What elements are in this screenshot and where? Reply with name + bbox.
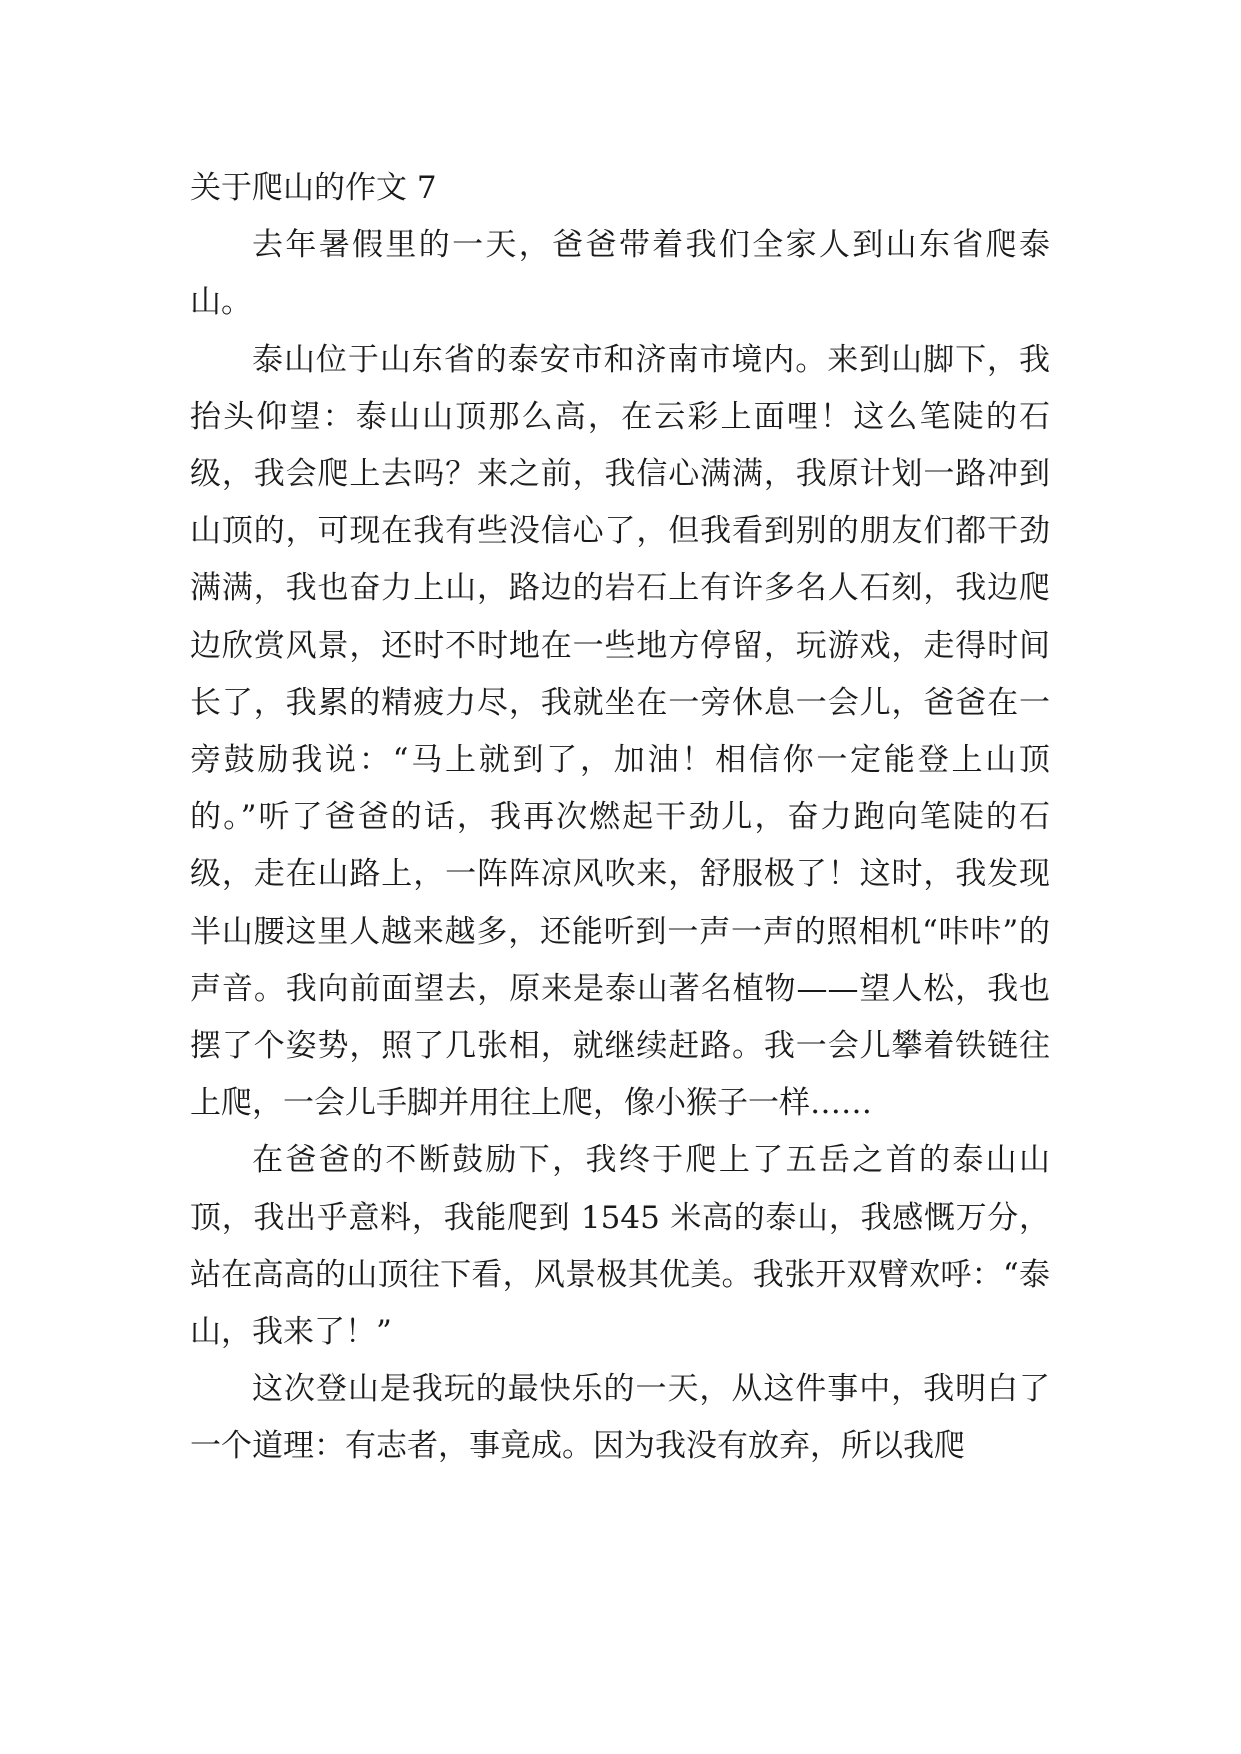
essay-title: 关于爬山的作文 7 bbox=[190, 170, 437, 206]
paragraph-4: 这次登山是我玩的最快乐的一天，从这件事中，我明白了一个道理：有志者，事竟成。因为我没有放弃，所以我爬 bbox=[190, 1371, 1050, 1465]
essay-body bbox=[190, 160, 1050, 1476]
paragraph-3: 在爸爸的不断鼓励下，我终于爬上了五岳之首的泰山山顶，我出乎意料，我能爬到 1545 米高的泰山，我感慨万分，站在高高的山顶往下看，风景极其优美。我张开双臂欢呼：“泰山，我来了！” bbox=[190, 1142, 1050, 1351]
paragraph-1: 去年暑假里的一天，爸爸带着我们全家人到山东省爬泰山。 bbox=[190, 227, 1050, 321]
paragraph-2: 泰山位于山东省的泰安市和济南市境内。来到山脚下，我抬头仰望：泰山山顶那么高，在云彩上面哩！这么笔陡的石级，我会爬上去吗？来之前，我信心满满，我原计划一路冲到山顶的，可现在我有些没信心了，但我看到别的朋友们都干劲满满，我也奋力上山，路边的岩石上有许多名人石刻，我边爬边欣赏风景，还时不时地在一些地方停留，玩游戏，走得时间长了，我累的精疲力尽，我就坐在一旁休息一会儿，爸爸在一旁鼓励我说：“马上就到了，加油！相信你一定能登上山顶的。”听了爸爸的话，我再次燃起干劲儿，奋力跑向笔陡的石级，走在山路上，一阵阵凉风吹来，舒服极了！这时，我发现半山腰这里人越来越多，还能听到一声一声的照相机“咔咔”的声音。我向前面望去，原来是泰山著名植物——望人松，我也摆了个姿势，照了几张相，就继续赶路。我一会儿攀着铁链往上爬，一会儿手脚并用往上爬，像小猴子一样…… bbox=[190, 341, 1050, 1122]
